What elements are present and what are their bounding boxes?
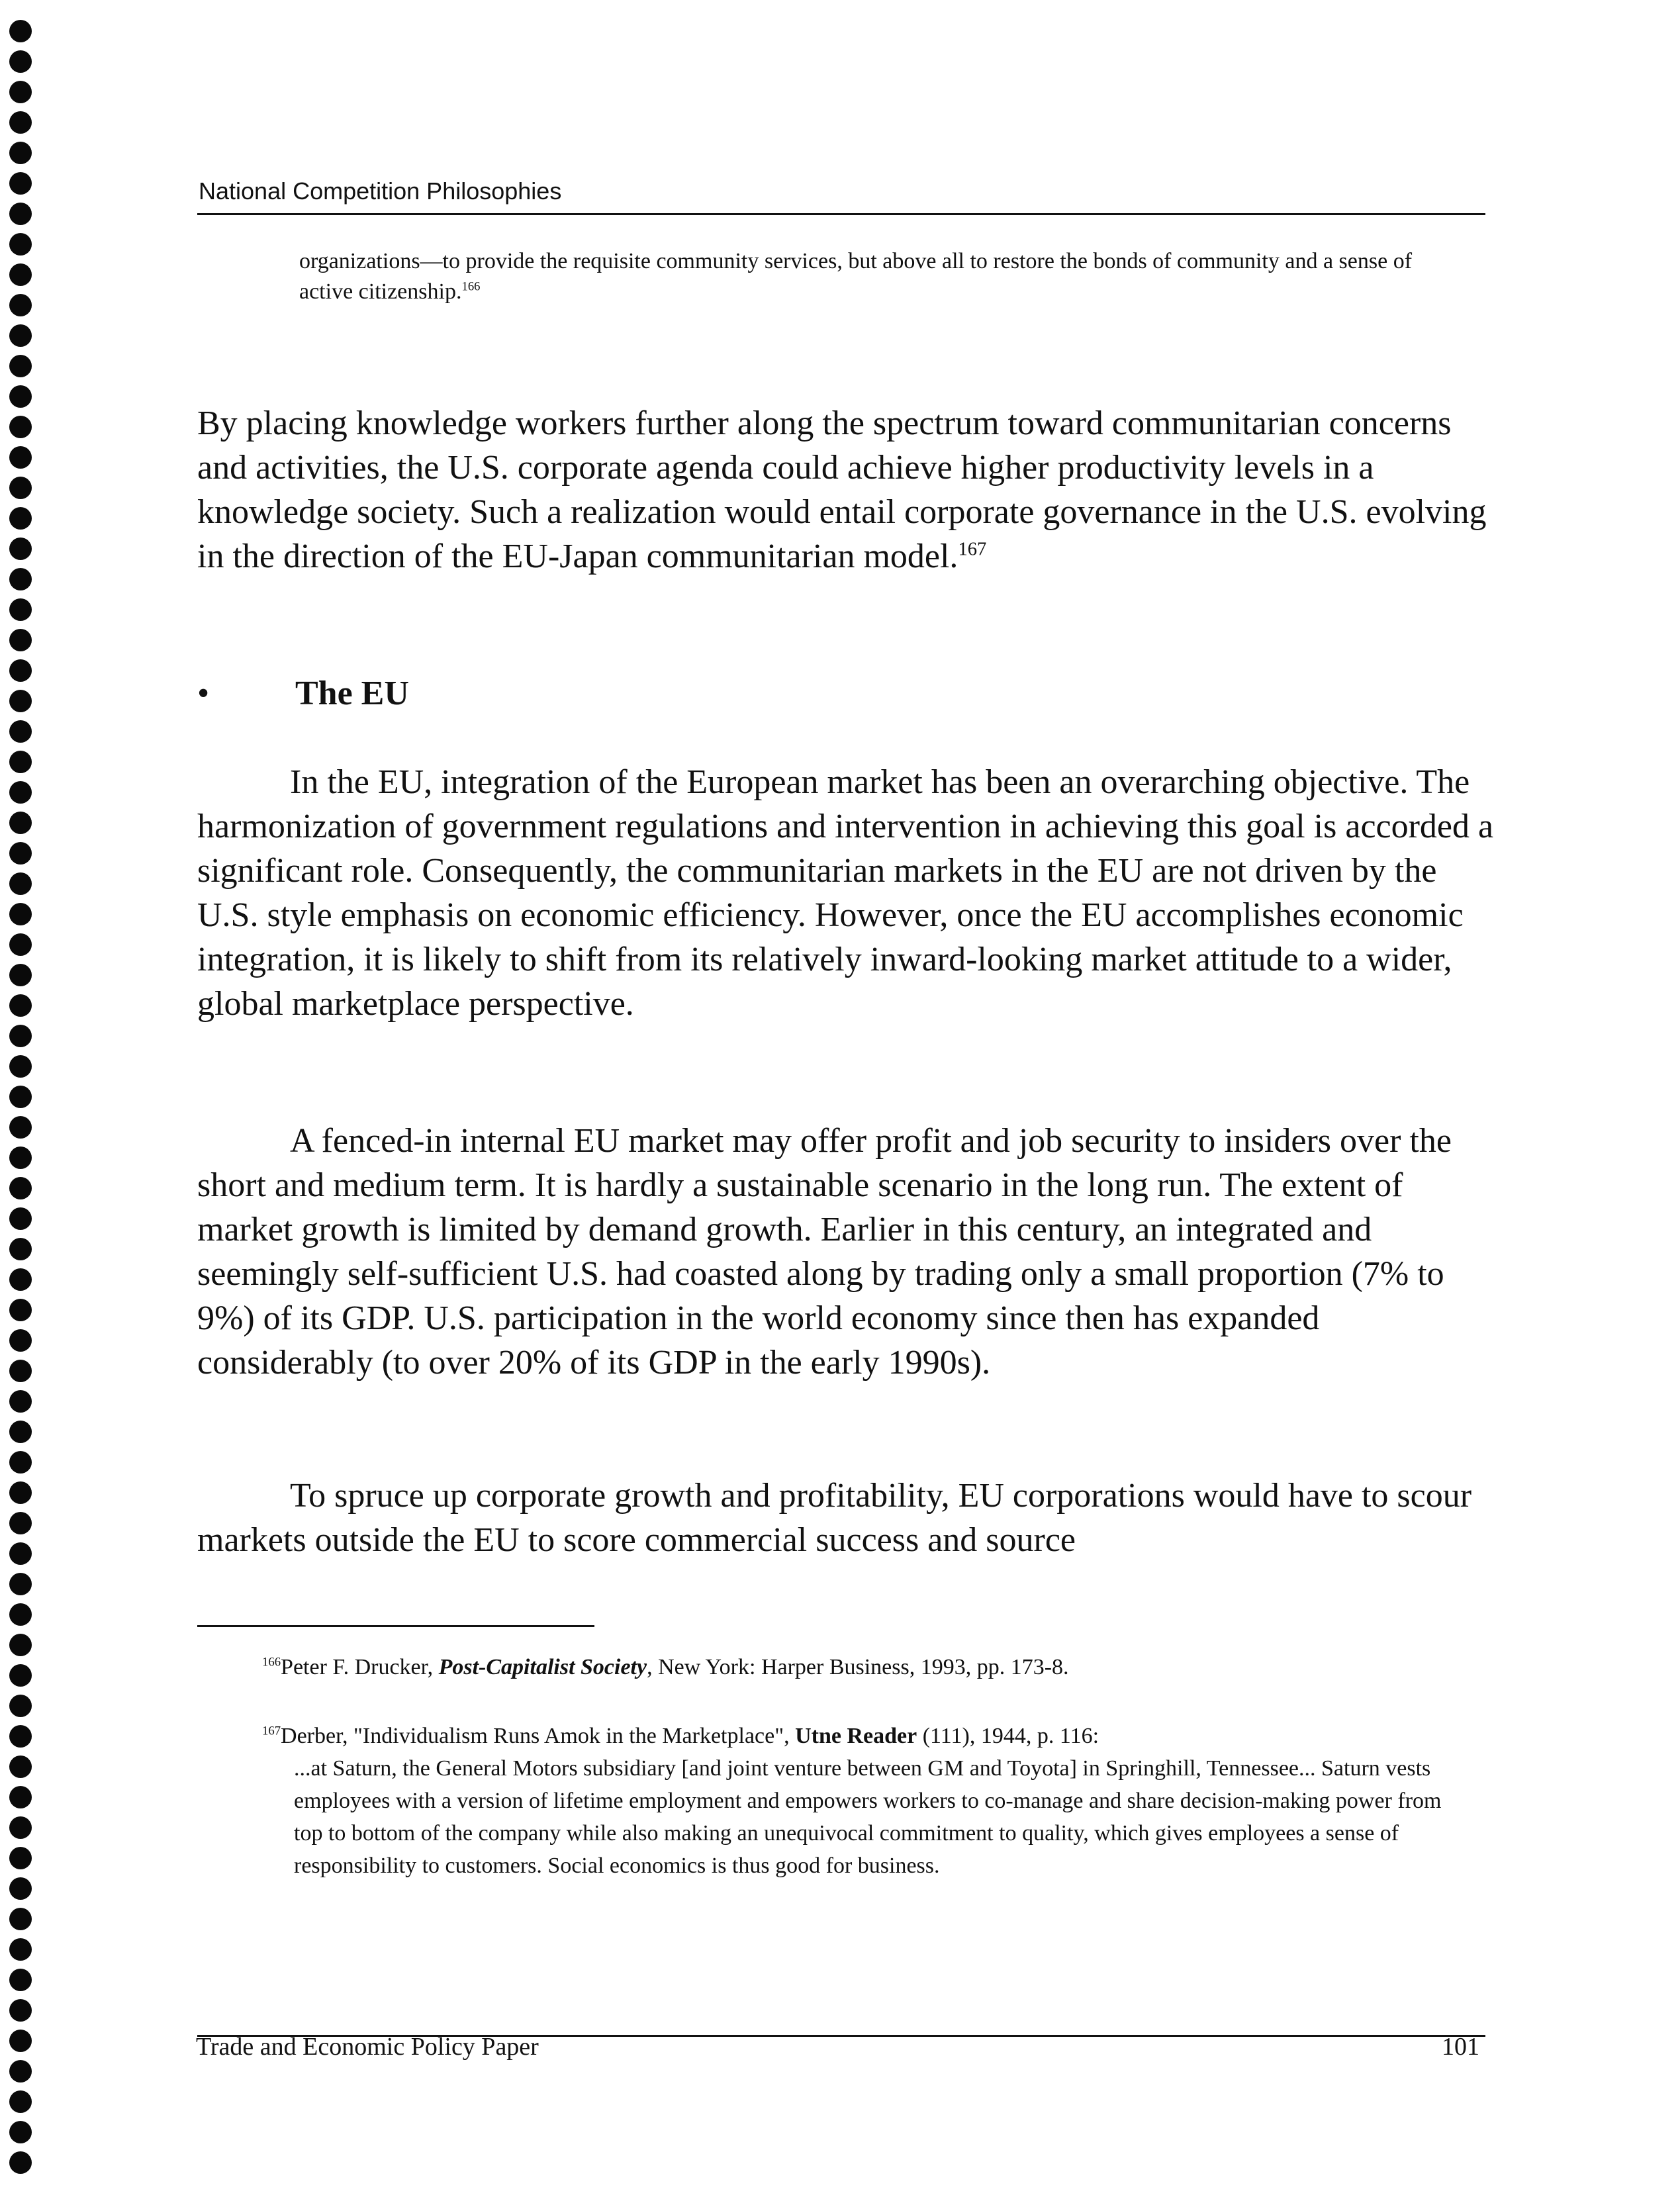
block-quote-text: organizations—to provide the requisite community services, but above all to restore the bonds of community and a sense of active citizenship. bbox=[299, 249, 1413, 304]
binder-hole bbox=[9, 263, 32, 286]
binder-hole bbox=[9, 629, 32, 651]
binder-hole bbox=[9, 1938, 32, 1961]
binder-hole bbox=[9, 416, 32, 438]
binder-hole bbox=[9, 1908, 32, 1930]
footnote-166 bbox=[262, 1651, 1454, 1683]
binder-hole bbox=[9, 751, 32, 773]
binder-hole bbox=[9, 781, 32, 804]
binder-hole bbox=[9, 1177, 32, 1199]
binder-hole bbox=[9, 659, 32, 682]
binder-hole bbox=[9, 1847, 32, 1869]
binder-hole bbox=[9, 1116, 32, 1139]
header-rule bbox=[197, 213, 1485, 215]
binder-hole bbox=[9, 1025, 32, 1047]
footnote-author: Derber, "Individualism Runs Amok in the Marketplace", bbox=[281, 1724, 796, 1748]
binder-hole bbox=[9, 2151, 32, 2174]
footnote-author: Peter F. Drucker, bbox=[281, 1655, 439, 1679]
binder-hole bbox=[9, 1055, 32, 1078]
binder-hole bbox=[9, 1603, 32, 1626]
footer-publication: Trade and Economic Policy Paper bbox=[196, 2033, 539, 2061]
binder-hole bbox=[9, 1390, 32, 1413]
binder-hole bbox=[9, 142, 32, 164]
binder-hole bbox=[9, 1786, 32, 1808]
paragraph-1 bbox=[197, 401, 1495, 579]
binder-hole bbox=[9, 538, 32, 560]
footnote-quote: ...at Saturn, the General Motors subsidiary [and joint venture between GM and Toyota] in Springhill, Tennessee... Saturn vests employees with a version of lifetime employment and empowers workers to co-manage and share decision-making power from top to bottom of the company while also making an unequivocal commitment to quality, which gives employees a sense of responsibility to customers. Social economics is thus good for business. bbox=[294, 1756, 1442, 1878]
binder-hole bbox=[9, 1756, 32, 1778]
section-heading bbox=[197, 674, 409, 713]
binder-hole bbox=[9, 203, 32, 225]
binder-hole bbox=[9, 568, 32, 590]
binder-hole bbox=[9, 2030, 32, 2052]
binder-hole bbox=[9, 2060, 32, 2083]
binder-hole bbox=[9, 172, 32, 195]
binder-hole bbox=[9, 1329, 32, 1352]
binder-hole bbox=[9, 1573, 32, 1595]
footnote-source: Utne Reader bbox=[795, 1724, 917, 1748]
binder-hole bbox=[9, 111, 32, 134]
binder-hole bbox=[9, 964, 32, 986]
binder-hole bbox=[9, 1238, 32, 1260]
binder-hole bbox=[9, 1481, 32, 1504]
binder-hole bbox=[9, 294, 32, 316]
binder-hole bbox=[9, 233, 32, 256]
binder-hole bbox=[9, 1207, 32, 1230]
binder-hole bbox=[9, 1421, 32, 1443]
binder-hole bbox=[9, 1969, 32, 1991]
binder-hole bbox=[9, 720, 32, 743]
paragraph-4: To spruce up corporate growth and profitability, EU corporations would have to scour markets outside the EU to score commercial success and source bbox=[197, 1477, 1472, 1559]
binder-hole bbox=[9, 477, 32, 499]
binder-hole bbox=[9, 1086, 32, 1108]
bullet-icon: • bbox=[197, 675, 210, 712]
binder-hole bbox=[9, 1664, 32, 1687]
binder-hole bbox=[9, 2090, 32, 2113]
binder-hole bbox=[9, 933, 32, 956]
binder-hole bbox=[9, 812, 32, 834]
binder-hole bbox=[9, 1542, 32, 1565]
binder-hole bbox=[9, 1725, 32, 1748]
binder-hole bbox=[9, 1268, 32, 1291]
binder-hole bbox=[9, 842, 32, 865]
binder-hole bbox=[9, 2121, 32, 2143]
binder-hole bbox=[9, 1451, 32, 1474]
binder-hole bbox=[9, 598, 32, 621]
footnote-ref-167: 167 bbox=[958, 539, 987, 560]
footnote-ref-166: 166 bbox=[461, 279, 481, 294]
paragraph-1-text: By placing knowledge workers further along the spectrum toward communitarian concerns and activities, the U.S. corporate agenda could achieve higher productivity levels in a knowledge society. Such a realization would entail corporate governance in the U.S. evolving in the direction of the EU-Japan communitarian model. bbox=[197, 404, 1487, 575]
binder-holes bbox=[8, 20, 34, 2184]
binder-hole bbox=[9, 81, 32, 103]
section-heading-text: The EU bbox=[295, 675, 409, 712]
footnote-citation: , New York: Harper Business, 1993, pp. 173-8. bbox=[647, 1655, 1069, 1679]
paragraph-3: A fenced-in internal EU market may offer profit and job security to insiders over the short and medium term. It is hardly a sustainable scenario in the long run. The extent of market growth is limited by demand growth. Earlier in this century, an integrated and seemingly self-sufficient U.S. had coasted along by trading only a small proportion (7% to 9%) of its GDP. U.S. participation in the world economy since then has expanded considerably (to over 20% of its GDP in the early 1990s). bbox=[197, 1122, 1452, 1381]
binder-hole bbox=[9, 385, 32, 408]
binder-hole bbox=[9, 872, 32, 895]
binder-hole bbox=[9, 446, 32, 469]
footnote-number: 166 bbox=[262, 1655, 281, 1669]
binder-hole bbox=[9, 903, 32, 925]
binder-hole bbox=[9, 690, 32, 712]
footnote-number: 167 bbox=[262, 1724, 281, 1738]
binder-hole bbox=[9, 1512, 32, 1534]
footnote-title: Post-Capitalist Society bbox=[438, 1655, 647, 1679]
binder-hole bbox=[9, 1999, 32, 2022]
binder-hole bbox=[9, 1147, 32, 1169]
binder-hole bbox=[9, 1695, 32, 1717]
binder-hole bbox=[9, 50, 32, 73]
binder-hole bbox=[9, 324, 32, 347]
binder-hole bbox=[9, 355, 32, 377]
binder-hole bbox=[9, 20, 32, 42]
binder-hole bbox=[9, 507, 32, 530]
page-number: 101 bbox=[1442, 2033, 1479, 2061]
footnote-citation: (111), 1944, p. 116: bbox=[917, 1724, 1099, 1748]
paragraph-2: In the EU, integration of the European market has been an overarching objective. The harmonization of government regulations and intervention in achieving this goal is accorded a significant role. Consequently, the communitarian markets in the EU are not driven by the U.S. style emphasis on economic efficiency. However, once the EU accomplishes economic integration, it is likely to shift from its relatively inward-looking market attitude to a wider, global marketplace perspective. bbox=[197, 763, 1494, 1023]
running-header: National Competition Philosophies bbox=[199, 177, 562, 205]
block-quote bbox=[299, 246, 1418, 307]
binder-hole bbox=[9, 1299, 32, 1321]
footnote-167 bbox=[262, 1720, 1454, 1882]
binder-hole bbox=[9, 1877, 32, 1900]
binder-hole bbox=[9, 1816, 32, 1839]
footnote-citation-line bbox=[262, 1720, 1454, 1752]
binder-hole bbox=[9, 1634, 32, 1656]
binder-hole bbox=[9, 994, 32, 1017]
binder-hole bbox=[9, 1360, 32, 1382]
footnote-separator bbox=[197, 1625, 594, 1627]
